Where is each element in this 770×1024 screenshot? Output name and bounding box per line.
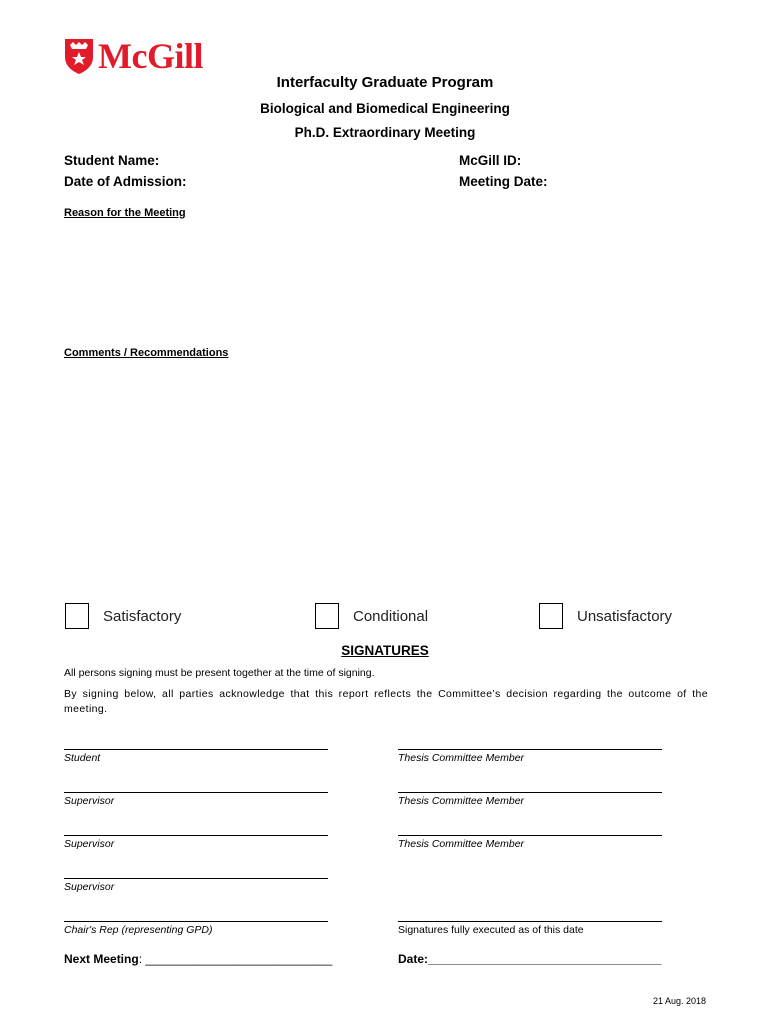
satisfactory-label: Satisfactory [103,608,182,625]
program-title: Interfaculty Graduate Program [276,74,494,91]
supervisor-signature-label: Supervisor [64,881,115,893]
supervisor-signature-line[interactable] [64,792,328,793]
committee-member-signature-label: Thesis Committee Member [398,752,525,764]
execution-date-label: Signatures fully executed as of this date [398,924,584,936]
mcgill-crest-icon [64,37,94,75]
date-of-admission-label: Date of Admission: [64,174,187,189]
reason-section-label: Reason for the Meeting [64,207,186,219]
committee-member-signature-line[interactable] [398,835,662,836]
acknowledgement-note: By signing below, all parties acknowledge that this report reflects the Committee’s decision regarding the outcome of the meeting. [64,688,708,715]
mcgill-logo [64,36,203,76]
unsatisfactory-label: Unsatisfactory [577,608,673,625]
conditional-label: Conditional [353,608,429,625]
mcgill-id-label: McGill ID: [459,153,522,168]
signatures-title: SIGNATURES [341,643,429,658]
committee-member-signature-label: Thesis Committee Member [398,838,525,850]
supervisor-signature-label: Supervisor [64,838,115,850]
date-field[interactable] [398,952,662,966]
supervisor-signature-label: Supervisor [64,795,115,807]
date-blank: ___________________________________ [428,952,662,966]
supervisor-signature-line[interactable] [64,835,328,836]
meeting-type-title: Ph.D. Extraordinary Meeting [294,125,476,140]
chairs-rep-signature-line[interactable] [64,921,328,922]
mcgill-wordmark: McGill [98,36,203,76]
execution-date-line[interactable] [398,921,662,922]
date-label: Date: [398,952,429,966]
comments-section-label: Comments / Recommendations [64,347,229,359]
committee-member-signature-label: Thesis Committee Member [398,795,525,807]
student-signature-label: Student [64,752,101,764]
meeting-date-label: Meeting Date: [459,174,548,189]
satisfactory-checkbox[interactable] [65,603,89,629]
conditional-checkbox[interactable] [315,603,339,629]
student-name-label: Student Name: [64,153,160,168]
supervisor-signature-line[interactable] [64,878,328,879]
signing-presence-note: All persons signing must be present together at the time of signing. [64,667,375,679]
student-signature-line[interactable] [64,749,328,750]
revision-date: 21 Aug. 2018 [652,996,706,1006]
department-title: Biological and Biomedical Engineering [260,101,510,116]
committee-member-signature-line[interactable] [398,792,662,793]
committee-member-signature-line[interactable] [398,749,662,750]
chairs-rep-signature-label: Chair's Rep (representing GPD) [64,924,213,936]
unsatisfactory-checkbox[interactable] [539,603,563,629]
next-meeting-blank: : ____________________________ [138,952,333,966]
next-meeting-field[interactable] [64,952,332,966]
next-meeting-label: Next Meeting [64,952,139,966]
